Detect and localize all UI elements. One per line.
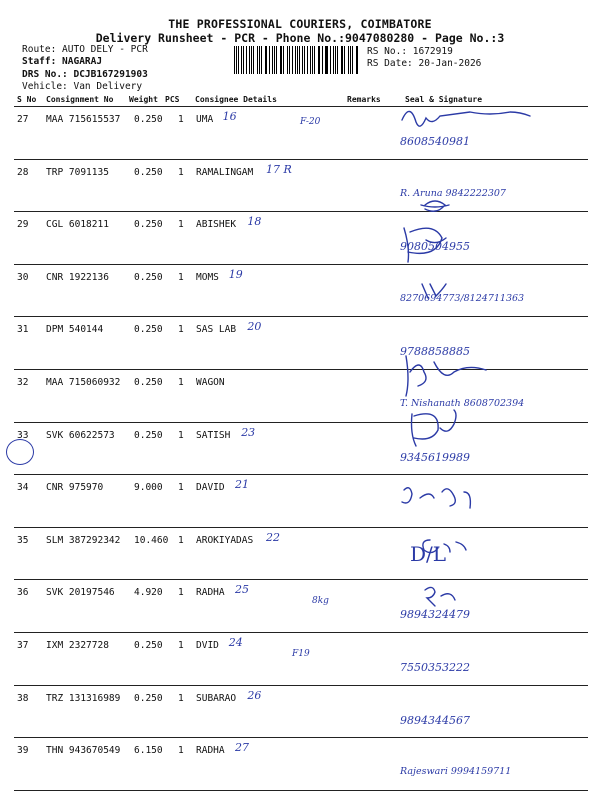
cell-consignment: CGL 6018211 [46,219,109,231]
handwritten-note: 25 [235,583,249,597]
cell-consignee: WAGON [196,377,225,388]
cell-weight: 0.250 [134,271,163,283]
cell-pcs: 1 [178,166,184,178]
cell-consignee: RAMALINGAM [196,166,254,178]
cell-pcs: 1 [178,219,184,231]
cell-consignee: DAVID [196,482,225,494]
cell-pcs: 1 [178,429,184,441]
runsheet-subtitle: Delivery Runsheet - PCR - Phone No.:9047080280 - Page No.:3 [95,31,505,45]
handwritten-signature: 7550353222 [400,661,470,674]
cell-pcs: 1 [178,377,184,388]
staff-label: Staff: NAGARAJ [22,56,103,67]
route-label: Route: AUTO DELY - PCR [22,44,148,55]
cell-consignee: SATISH [196,429,231,441]
cell-sno: 35 [17,534,29,546]
handwritten-remark: F19 [292,649,310,659]
col-consignee: Consignee Details [195,95,277,104]
handwritten-note: 24 [228,636,243,649]
cell-sno: 30 [17,271,29,283]
col-pcs: PCS [165,95,180,104]
cell-pcs: 1 [178,587,184,599]
rs-date: RS Date: 20-Jan-2026 [367,58,482,69]
cell-consignee: UMA [196,114,214,125]
cell-pcs: 1 [178,482,184,494]
cell-consignment: THN 943670549 [46,745,121,757]
handwritten-note: 19 [228,267,243,281]
handwritten-signature: 9345619989 [400,450,470,464]
handwritten-signature: T. Nishanath 8608702394 [400,398,525,409]
signature-30 [404,228,446,262]
cell-pcs: 1 [178,534,184,546]
cell-weight: 0.250 [134,114,163,125]
cell-weight: 0.250 [134,166,163,178]
cell-weight: 0.250 [134,640,163,651]
cell-consignee: RADHA [196,587,225,599]
handwritten-signature: D/L [410,541,447,566]
cell-consignee: SUBARAO [196,692,237,704]
cell-consignment: MAA 715615537 [46,114,121,125]
cell-pcs: 1 [178,745,184,757]
cell-weight: 0.250 [134,324,163,336]
cell-consignment: SVK 20197546 [46,587,115,599]
col-remarks: Remarks [347,95,381,104]
company-title: THE PROFESSIONAL COURIERS, COIMBATORE [168,17,432,31]
cell-sno: 37 [17,640,29,651]
cell-sno: 32 [17,377,29,388]
cell-consignment: CNR 1922136 [46,271,109,283]
cell-sno: 27 [17,114,29,125]
signature-36 [402,488,470,508]
cell-weight: 0.250 [134,377,163,388]
cell-sno: 36 [17,587,29,599]
cell-weight: 6.150 [134,745,163,757]
signature-37 [423,540,466,553]
cell-pcs: 1 [178,114,184,125]
cell-sno: 38 [17,692,29,704]
cell-weight: 0.250 [134,219,163,231]
cell-consignee: RADHA [196,745,225,757]
handwritten-note: 18 [247,215,262,229]
handwritten-note: 21 [235,478,249,492]
col-consignment: Consignment No [46,95,114,104]
handwritten-note: 23 [241,425,256,439]
cell-pcs: 1 [178,324,184,336]
cell-consignment: DPM 540144 [46,324,104,336]
cell-pcs: 1 [178,692,184,704]
cell-consignee: ABISHEK [196,219,237,231]
col-sno: S No [17,95,37,104]
cell-consignee: DVID [196,640,219,651]
handwritten-remark: 8kg [312,596,329,607]
cell-weight: 9.000 [134,482,163,494]
cell-consignment: SLM 387292342 [46,534,121,546]
cell-pcs: 1 [178,640,184,651]
handwritten-note: 27 [235,741,249,755]
cell-sno: 34 [17,482,29,494]
handwritten-note: 17 R [266,162,292,176]
rs-number: RS No.: 1672919 [367,46,453,57]
handwritten-signature: 9080504955 [400,240,470,254]
cell-weight: 0.250 [134,429,163,441]
drs-label: DRS No.: DCJB167291903 [22,69,148,80]
cell-weight: 0.250 [134,692,163,704]
cell-sno: 39 [17,745,29,757]
handwritten-signature: 8608540981 [400,135,470,148]
handwritten-note: 16 [222,110,237,123]
vehicle-label: Vehicle: Van Delivery [22,81,143,92]
signature-33 [406,356,486,396]
signature-38 [425,587,455,606]
signature-27 [402,111,530,126]
handwritten-remark: F-20 [300,117,321,127]
cell-consignment: SVK 60622573 [46,429,115,441]
handwritten-note: 22 [266,530,280,544]
handwritten-signature: 8270694773/8124711363 [400,292,525,304]
signature-31 [422,284,446,298]
cell-consignee: AROKIYADAS [196,534,254,546]
handwritten-signature: 9894344567 [400,713,470,727]
signature-29 [421,201,449,211]
cell-consignment: TRZ 131316989 [46,692,121,704]
signature-34 [412,410,457,446]
cell-consignment: CNR 975970 [46,482,104,494]
cell-sno: 28 [17,166,29,178]
col-weight: Weight [129,95,158,104]
cell-consignment: IXM 2327728 [46,640,109,651]
handwritten-signature: 9788858885 [400,345,470,359]
cell-consignee: MOMS [196,271,219,283]
cell-consignment: MAA 715060932 [46,377,121,388]
cell-consignment: TRP 7091135 [46,166,109,178]
handwritten-note: 20 [247,320,262,334]
cell-weight: 4.920 [134,587,163,599]
cell-sno: 33 [17,429,29,441]
cell-weight: 10.460 [134,534,169,546]
col-seal-signature: Seal & Signature [405,95,483,104]
handwritten-signature: 9894324479 [400,608,470,622]
cell-sno: 31 [17,324,29,336]
cell-pcs: 1 [178,271,184,283]
cell-consignee: SAS LAB [196,324,237,336]
handwritten-signature: R. Aruna 9842222307 [400,187,506,199]
cell-sno: 29 [17,219,29,231]
handwritten-note: 26 [247,688,262,702]
handwritten-signature: Rajeswari 9994159711 [400,766,512,778]
